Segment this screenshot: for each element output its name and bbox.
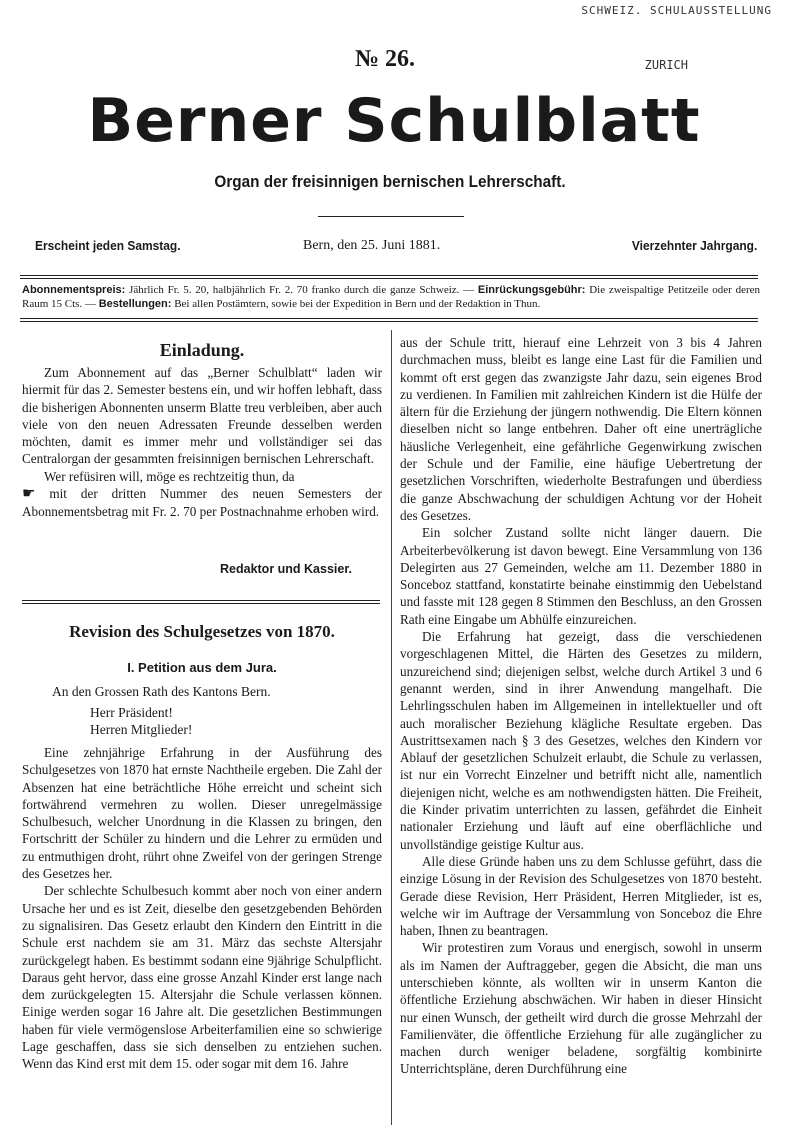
petition-address: An den Grossen Rath des Kantons Bern. <box>52 684 271 699</box>
right-column-body <box>400 334 762 1078</box>
orders-label: Bestellungen: <box>98 298 172 310</box>
publication-info-line <box>35 238 757 256</box>
insertion-fee-label: Einrückungsgebühr: <box>477 284 586 296</box>
petition-salutation-1: Herr Präsident! <box>90 705 173 720</box>
subscription-rule-double <box>20 321 758 322</box>
revision-body <box>22 744 382 1073</box>
einladung-heading: Einladung. <box>159 340 245 360</box>
top-rule-double <box>20 278 758 279</box>
library-stamp: SCHWEIZ. SCHULAUSSTELLUNG <box>581 4 772 17</box>
right-paragraph-3: Die Erfahrung hat gezeigt, dass die verschiedenen vorgeschlagenen Mittel, die Härten des Gesetzes zu mildern, unzureichend sind; diejenigen selbst, welche durch Artikel 3 und 6 genannt werden, sind in ihrer Anwendung mangelhaft. Die Lehrlingsschulen haben im Allgemeinen in intellektueller und oft auch moralischer Beziehung klägliche Resultate ergeben. Das Austrittsexamen nach § 3 des Gesetzes, welches den Kindern vor Ablauf der gesetzlichen Schulzeit erlaubt, die Schule zu verlassen, ist nur ein Vorrecht Einzelner und betrifft nicht alle, namentlich diejenigen nicht, welche es am nothwendigsten hätten. Die Freiheit, die Kinder privatim unterrichten zu lassen, gefährdet die Einheit nationaler Erziehung und läuft auf eine oberflächliche und unvollständige geistige Kultur aus. <box>400 629 762 852</box>
einladung-paragraph-1: Zum Abonnement auf das „Berner Schulblatt“ laden wir hiermit für das 2. Semester bestens ein, und wir hoffen lebhaft, dass die bisherigen Abonnenten unserm Blatte treu verbleiben, aber auch viele von den neuen Adressaten Freunde desselben werden möchten, damit es immer mehr und vollständiger sei das Centralorgan der gesammten freisinnigen bernischen Lehrerschaft. <box>22 365 382 467</box>
right-paragraph-1: aus der Schule tritt, hierauf eine Lehrzeit von 3 bis 4 Jahren durchmachen muss, bleibt es lange eine Last für die Familien und kommt oft erst gegen das zwanzigste Jahr dazu, sein eigenes Brod zu verdienen. In Familien mit zahlreichen Kindern ist die Hülfe der ältern für die Erziehung der jüngern nothwendig. Die Eltern können dieselben nicht so lange entbehren. Daher oft eine unerträgliche häusliche Verlegenheit, eine gefährliche Gegenwirkung zwischen der Schule und der Familie, eine häufige Uebertretung der gesetzlichen Vorschriften, wiederholte Bestrafungen und überdiess die ganze Abschwachung der schuldigen Achtung vor der Hoheit des Gesetzes. <box>400 335 762 523</box>
library-stamp-city: ZURICH <box>644 58 688 72</box>
issue-number: № 26. <box>354 46 416 72</box>
insertion-fee-text: Die zweispaltige Petitzeile oder deren Raum 15 Cts. — <box>22 284 760 310</box>
pointing-hand-icon: ☛ <box>22 486 36 503</box>
einladung-paragraph-2 <box>22 468 382 521</box>
column-divider <box>391 330 392 1125</box>
subscription-price-label: Abonnementspreis: <box>22 284 126 296</box>
subscription-rule <box>20 318 758 319</box>
einladung-paragraph-2b: mit der dritten Nummer des neuen Semesters der Abonnementsbetrag mit Fr. 2. 70 per Postnachnahme erhoben wird. <box>22 486 383 520</box>
masthead-subtitle: Organ der freisinnigen bernischen Lehrerschaft. <box>214 172 566 191</box>
masthead-title: Berner Schulblatt <box>87 86 701 156</box>
orders-text: Bei allen Postämtern, sowie bei der Expedition in Bern und der Redaktion in Thun. <box>171 298 541 310</box>
petition-subheading: I. Petition aus dem Jura. <box>127 660 277 675</box>
section-rule <box>22 600 380 601</box>
publication-frequency: Erscheint jeden Samstag. <box>35 238 181 253</box>
publication-date: Bern, den 25. Juni 1881. <box>303 238 441 253</box>
subscription-info <box>22 283 760 311</box>
einladung-paragraph-2a: Wer refüsiren will, möge es rechtzeitig thun, da <box>44 468 295 484</box>
revision-heading: Revision des Schulgesetzes von 1870. <box>69 622 335 641</box>
right-paragraph-4: Alle diese Gründe haben uns zu dem Schlusse geführt, dass die einzige Lösung in der Revision des Schulgesetzes von 1870 besteht. Gerade diese Revision, Herr Präsident, Herren Mitglieder, ist es, welche wir im Auftrage der Versammlung von Sonceboz die Ehre haben, Ihnen zu beantragen. <box>400 853 762 939</box>
top-rule <box>20 275 758 276</box>
einladung-body <box>22 364 382 521</box>
masthead-divider <box>318 216 464 217</box>
right-paragraph-2: Ein solcher Zustand sollte nicht länger dauern. Die Arbeiterbevölkerung ist davon bewegt. Eine Versammlung von 136 Delegirten aus 27 Gemeinden, welche am 11. Dezember 1880 in Sonceboz stattfand, konstatirte beinahe einstimmig den Uebelstand und fasste mit 128 gegen 8 Stimmen den Beschluss, an den Grossen Rath eine Eingabe um Abhülfe einzureichen. <box>400 525 762 627</box>
petition-salutation-2: Herren Mitglieder! <box>90 722 193 737</box>
right-paragraph-5: Wir protestiren zum Voraus und energisch, sowohl in unserm als im Namen der Auftraggeber, gegen die Absicht, die man uns unterschieben könnte, als wollten wir in unserm Kanton die öffentliche Erziehung abschwächen. Wir haben in dieser Hinsicht nur einen Wunsch, der getheilt wird durch die grosse Mehrzahl der Familienväter, die öffentliche Erziehung für alle zugänglicher zu machen durch weniger beladene, sorgfältig kombinirte Unterrichtspläne, deren Durchführung eine <box>400 940 762 1077</box>
subscription-price-text: Jährlich Fr. 5. 20, halbjährlich Fr. 2. 70 franko durch die ganze Schweiz. — <box>125 284 478 296</box>
publication-volume: Vierzehnter Jahrgang. <box>631 238 757 253</box>
einladung-signature: Redaktor und Kassier. <box>220 562 352 576</box>
revision-paragraph-2: Der schlechte Schulbesuch kommt aber noch von einer andern Ursache her und es ist Zeit, dieselbe den gesetzgebenden Behörden zu signalisiren. Das Gesetz erlaubt den Kindern den Eintritt in die Schule erst nachdem sie am 31. März das sechste Altersjahr zurückgelegt haben. Es bestimmt sodann eine 9jährige Schulpflicht. Daraus geht hervor, dass eine grosse Anzahl Kinder erst lange nach dem zurückgelegten 15. Altersjahr die Schule verlassen können. Einige werden sogar 16 Jahre alt. Die gesetzlichen Bestimmungen haben für viele vermögenslose Arbeiterfamilien eine so schwierige Lage geschaffen, dass sie sich denselben zu entziehen suchen. Wenn das Kind erst mit dem 15. oder sogar mit dem 16. Jahre <box>22 883 382 1072</box>
section-rule-double <box>22 603 380 604</box>
revision-paragraph-1: Eine zehnjährige Erfahrung in der Ausführung des Schulgesetzes von 1870 hat ernste Nachtheile ergeben. Die Zahl der Absenzen hat eine beträchtliche Höhe erreicht und scheint sich fortwährend vermehren zu wollen. Dieser unregelmässige Schulbesuch, welcher Unordnung in die Klassen zu bringen, den Fortschritt der Schüler zu hindern und die Lehrer zu ermüden und zu entmuthigen droht, rührt ohne Zweifel von der geringen Strenge des Gesetzes her. <box>22 745 382 882</box>
